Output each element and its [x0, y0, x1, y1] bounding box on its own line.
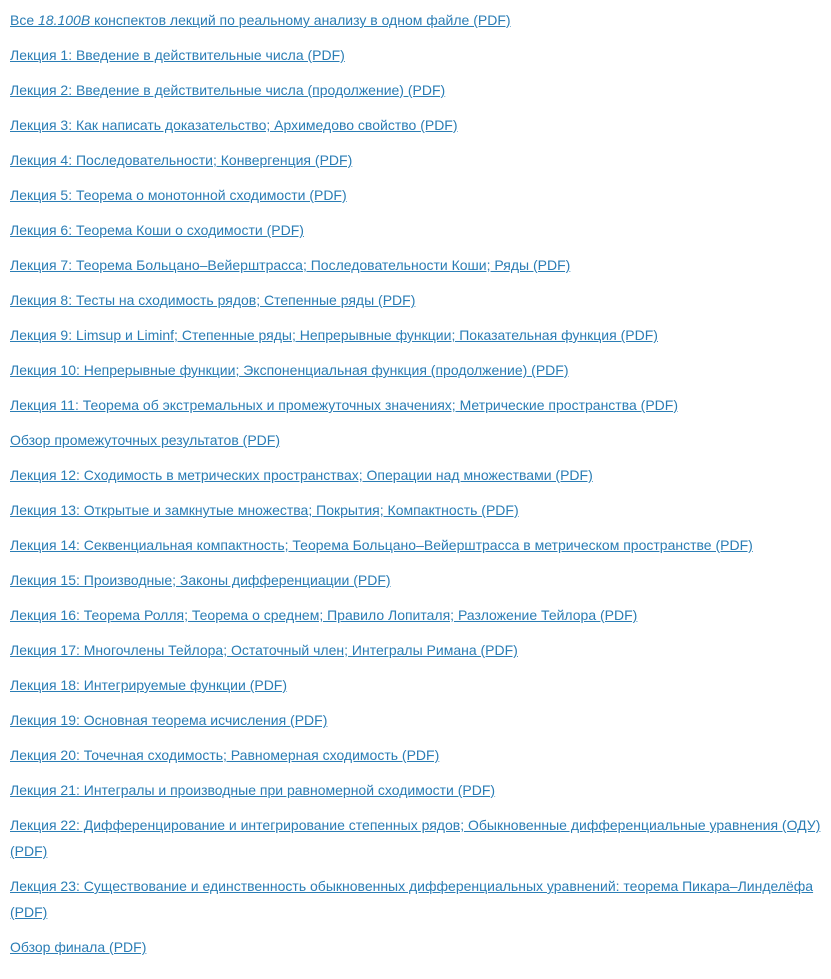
link-lecture-19[interactable]: Лекция 19: Основная теорема исчисления (PDF): [10, 712, 328, 728]
list-row: [10, 77, 826, 103]
list-row: [10, 182, 826, 208]
link-lecture-4[interactable]: Лекция 4: Последовательности; Конвергенция (PDF): [10, 152, 353, 168]
list-row: [10, 287, 826, 313]
list-row: [10, 497, 826, 523]
list-row: [10, 672, 826, 698]
list-row: [10, 252, 826, 278]
link-lecture-16[interactable]: Лекция 16: Теорема Ролля; Теорема о среднем; Правило Лопиталя; Разложение Тейлора (PDF): [10, 607, 638, 623]
list-row: [10, 322, 826, 348]
course-number: 18.100B: [38, 12, 91, 28]
link-lecture-9[interactable]: Лекция 9: Limsup и Liminf; Степенные ряды; Непрерывные функции; Показательная функция (PDF): [10, 327, 658, 343]
link-lecture-11[interactable]: Лекция 11: Теорема об экстремальных и промежуточных значениях; Метрические пространства (PDF): [10, 397, 678, 413]
list-row: [10, 567, 826, 593]
link-all-notes-post: конспектов лекций по реальному анализу в одном файле (PDF): [90, 12, 511, 28]
list-row: [10, 812, 826, 864]
link-lecture-2[interactable]: Лекция 2: Введение в действительные числа (продолжение) (PDF): [10, 82, 446, 98]
link-lecture-22[interactable]: Лекция 22: Дифференцирование и интегрирование степенных рядов; Обыкновенные дифференциальные уравнения (ОДУ) (PDF): [10, 817, 821, 859]
link-lecture-17[interactable]: Лекция 17: Многочлены Тейлора; Остаточный член; Интегралы Римана (PDF): [10, 642, 518, 658]
link-lecture-5[interactable]: Лекция 5: Теорема о монотонной сходимости (PDF): [10, 187, 347, 203]
link-final-review[interactable]: Обзор финала (PDF): [10, 939, 147, 955]
link-lecture-13[interactable]: Лекция 13: Открытые и замкнутые множества; Покрытия; Компактность (PDF): [10, 502, 519, 518]
list-row: [10, 357, 826, 383]
list-row: [10, 7, 826, 33]
list-row: [10, 934, 826, 960]
link-lecture-23[interactable]: Лекция 23: Существование и единственность обыкновенных дифференциальных уравнений: теорема Пикара–Линделёфа (PDF): [10, 878, 814, 920]
list-row: [10, 532, 826, 558]
link-lecture-7[interactable]: Лекция 7: Теорема Больцано–Вейерштрасса; Последовательности Коши; Ряды (PDF): [10, 257, 571, 273]
link-all-notes-pre: Все: [10, 12, 39, 28]
list-row: [10, 707, 826, 733]
list-row: [10, 742, 826, 768]
link-lecture-3[interactable]: Лекция 3: Как написать доказательство; Архимедово свойство (PDF): [10, 117, 458, 133]
list-row: [10, 777, 826, 803]
list-row: [10, 147, 826, 173]
link-lecture-21[interactable]: Лекция 21: Интегралы и производные при равномерной сходимости (PDF): [10, 782, 496, 798]
link-lecture-8[interactable]: Лекция 8: Тесты на сходимость рядов; Степенные ряды (PDF): [10, 292, 416, 308]
list-row: [10, 217, 826, 243]
link-all-notes[interactable]: [10, 12, 511, 28]
list-row: [10, 637, 826, 663]
link-lecture-6[interactable]: Лекция 6: Теорема Коши о сходимости (PDF): [10, 222, 304, 238]
link-midterm-review[interactable]: Обзор промежуточных результатов (PDF): [10, 432, 280, 448]
list-row: [10, 602, 826, 628]
list-row: [10, 873, 826, 925]
link-lecture-20[interactable]: Лекция 20: Точечная сходимость; Равномерная сходимость (PDF): [10, 747, 440, 763]
link-lecture-10[interactable]: Лекция 10: Непрерывные функции; Экспоненциальная функция (продолжение) (PDF): [10, 362, 569, 378]
list-row: [10, 392, 826, 418]
list-row: [10, 112, 826, 138]
link-lecture-1[interactable]: Лекция 1: Введение в действительные числа (PDF): [10, 47, 345, 63]
list-row: [10, 42, 826, 68]
link-lecture-14[interactable]: Лекция 14: Секвенциальная компактность; Теорема Больцано–Вейерштрасса в метрическом пространстве (PDF): [10, 537, 753, 553]
list-row: [10, 427, 826, 453]
link-lecture-15[interactable]: Лекция 15: Производные; Законы дифференциации (PDF): [10, 572, 391, 588]
list-row: [10, 462, 826, 488]
link-lecture-18[interactable]: Лекция 18: Интегрируемые функции (PDF): [10, 677, 288, 693]
link-lecture-12[interactable]: Лекция 12: Сходимость в метрических пространствах; Операции над множествами (PDF): [10, 467, 593, 483]
